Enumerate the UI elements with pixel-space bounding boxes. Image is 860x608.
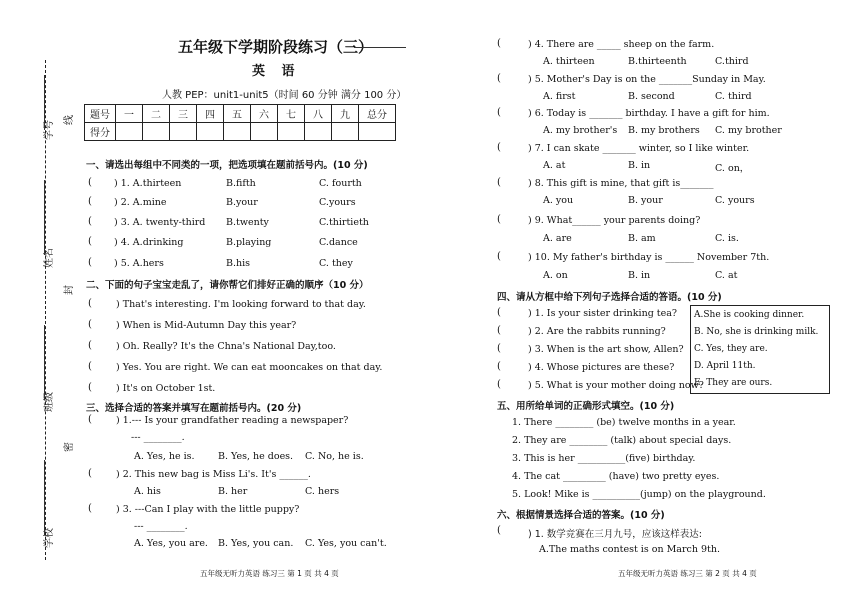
answer-paren[interactable]: (	[88, 319, 92, 330]
score-table	[84, 104, 396, 141]
option-c: C. is.	[715, 233, 739, 244]
option-a: A. my brother's	[543, 125, 618, 136]
fill-blank-item: 1. There ________ (be) twelve months in a year.	[512, 417, 736, 428]
answer-paren[interactable]: (	[88, 382, 92, 393]
answer-paren[interactable]: (	[88, 340, 92, 351]
question-text: ) 5. What is your mother doing now?	[528, 380, 704, 391]
fill-blank-item: 4. The cat _________ (have) two pretty eyes.	[512, 471, 720, 482]
option-c: C. they	[319, 258, 353, 269]
answer-paren[interactable]: (	[497, 38, 501, 49]
score-cell[interactable]	[197, 123, 224, 141]
answer-paren[interactable]: (	[497, 251, 501, 262]
question-text: ) 2. This new bag is Miss Li's. It's ______.	[116, 469, 311, 480]
option-b: B. Yes, he does.	[218, 451, 294, 462]
sentence-text: ) Yes. You are right. We can eat mooncakes on that day.	[116, 362, 383, 373]
margin-mark-feng: 封	[64, 285, 75, 295]
answer-paren[interactable]: (	[88, 196, 92, 207]
box-option-e: E. They are ours.	[694, 378, 773, 388]
box-option-b: B. No, she is drinking milk.	[694, 327, 819, 337]
sentence-text: ) Oh. Really? It's the Chna's National Day,too.	[116, 341, 336, 352]
answer-paren[interactable]: (	[88, 468, 92, 479]
option-c: C.thirtieth	[319, 217, 369, 228]
question-text: ) 4. A.drinking	[114, 237, 184, 248]
section-6-title: 六、根据情景选择合适的答案。(10 分)	[497, 510, 665, 521]
footer-left: 五年级无听力英语 练习三 第 1 页 共 4 页	[200, 569, 339, 578]
table-cell: 总分	[359, 105, 396, 123]
option-c: C. hers	[305, 486, 340, 497]
answer-paren[interactable]: (	[497, 107, 501, 118]
option-b: B. in	[628, 270, 651, 281]
answer-paren[interactable]: (	[88, 257, 92, 268]
option-a: A. Yes, you are.	[134, 538, 208, 549]
question-text: ) 3. ---Can I play with the little puppy?	[116, 504, 300, 515]
table-cell: 五	[224, 105, 251, 123]
option-b: B. her	[218, 486, 248, 497]
margin-label-banji: 班级	[44, 392, 55, 412]
answer-paren[interactable]: (	[497, 525, 501, 536]
question-text: ) 5. Mother's Day is on the _______Sunday in May.	[528, 74, 766, 85]
box-option-a: A.She is cooking dinner.	[694, 310, 805, 320]
option-b: B. your	[628, 195, 663, 206]
answer-paren[interactable]: (	[497, 214, 501, 225]
option-a: A. thirteen	[543, 56, 595, 67]
answer-paren[interactable]: (	[497, 307, 501, 318]
question-text: ) 1. A.thirteen	[114, 178, 182, 189]
answer-paren[interactable]: (	[88, 361, 92, 372]
margin-mark-xian: 线	[64, 115, 75, 125]
table-cell: 二	[143, 105, 170, 123]
option-c: C. my brother	[715, 125, 782, 136]
section-1-title: 一、请选出每组中不同类的一项，把选项填在题前括号内。(10 分)	[86, 160, 368, 171]
question-text: ) 7. I can skate _______ winter, so I like winter.	[528, 143, 750, 154]
option-b: B.fifth	[226, 178, 256, 189]
option-a: A.The maths contest is on March 9th.	[539, 544, 720, 555]
table-cell: 一	[116, 105, 143, 123]
option-b: B.his	[226, 258, 251, 269]
option-b: B.playing	[226, 237, 272, 248]
option-a: A. Yes, he is.	[134, 451, 195, 462]
option-c: C. at	[715, 270, 738, 281]
answer-paren[interactable]: (	[497, 325, 501, 336]
option-a: A. at	[543, 160, 566, 171]
option-c: C.dance	[319, 237, 358, 248]
option-c: C. fourth	[319, 178, 362, 189]
question-text: ) 3. A. twenty-third	[114, 217, 206, 228]
table-cell: 三	[170, 105, 197, 123]
option-b: B.your	[226, 197, 258, 208]
box-option-c: C. Yes, they are.	[694, 344, 768, 354]
margin-mark-mi: 密	[64, 442, 75, 452]
score-cell[interactable]	[116, 123, 143, 141]
title-underline	[354, 47, 406, 48]
margin-label-xuexiao: 学校	[44, 528, 55, 548]
answer-paren[interactable]: (	[88, 236, 92, 247]
answer-paren[interactable]: (	[88, 503, 92, 514]
box-option-d: D. April 11th.	[694, 361, 756, 371]
score-cell[interactable]	[278, 123, 305, 141]
score-cell[interactable]	[170, 123, 197, 141]
exam-title: 五年级下学期阶段练习（三）	[178, 38, 374, 56]
option-b: B. in	[628, 160, 651, 171]
option-c: C. yours	[715, 195, 755, 206]
table-cell: 得分	[85, 123, 116, 141]
section-3-title: 三、选择合适的答案并填写在题前括号内。(20 分)	[86, 403, 302, 414]
option-c: C. No, he is.	[305, 451, 364, 462]
option-c: C. Yes, you can't.	[305, 538, 387, 549]
option-a: A. are	[543, 233, 572, 244]
sentence-text: ) It's on October 1st.	[116, 383, 216, 394]
answer-paren[interactable]: (	[88, 216, 92, 227]
score-cell[interactable]	[224, 123, 251, 141]
question-text: ) 5. A.hers	[114, 258, 164, 269]
question-text: ) 10. My father's birthday is ______ November 7th.	[528, 252, 770, 263]
answer-paren[interactable]: (	[497, 73, 501, 84]
table-cell: 八	[305, 105, 332, 123]
option-b: B. am	[628, 233, 656, 244]
table-cell: 九	[332, 105, 359, 123]
xuehao-fill-line	[44, 75, 45, 130]
table-cell: 七	[278, 105, 305, 123]
option-c: C. on，	[715, 163, 750, 174]
score-table-header-row	[85, 105, 396, 123]
table-cell: 六	[251, 105, 278, 123]
exam-meta: 人教 PEP：unit1-unit5（时间 60 分钟 满分 100 分）	[162, 90, 407, 101]
option-b: B.thirteenth	[628, 56, 687, 67]
option-c: C.third	[715, 56, 749, 67]
question-text: ) 1. Is your sister drinking tea?	[528, 308, 678, 319]
answer-paren[interactable]: (	[88, 177, 92, 188]
xingming-fill-line	[44, 180, 45, 255]
answer-options-box	[690, 305, 830, 394]
score-table-score-row	[85, 123, 396, 141]
answer-paren[interactable]: (	[88, 414, 92, 425]
option-c: C. third	[715, 91, 752, 102]
answer-paren[interactable]: (	[88, 298, 92, 309]
fill-blank-item: 2. They are ________ (talk) about special days.	[512, 435, 732, 446]
section-2-title: 二、下面的句子宝宝走乱了，请你帮它们排好正确的顺序（10 分）	[86, 280, 369, 291]
score-cell[interactable]	[305, 123, 332, 141]
score-cell[interactable]	[251, 123, 278, 141]
answer-blank: --- ________.	[131, 432, 185, 443]
section-5-title: 五、用所给单词的正确形式填空。(10 分)	[497, 401, 675, 412]
fill-blank-item: 5. Look! Mike is __________(jump) on the playground.	[512, 489, 766, 500]
question-text: ) 2. A.mine	[114, 197, 167, 208]
question-text: ) 4. Whose pictures are these?	[528, 362, 675, 373]
xuexiao-fill-line	[44, 460, 45, 535]
section-4-title: 四、请从方框中给下列句子选择合适的答语。(10 分)	[497, 292, 722, 303]
question-text: ) 9. What______ your parents doing?	[528, 215, 701, 226]
table-cell: 题号	[85, 105, 116, 123]
score-cell[interactable]	[332, 123, 359, 141]
answer-paren[interactable]: (	[497, 379, 501, 390]
fill-blank-item: 3. This is her __________(five) birthday.	[512, 453, 696, 464]
option-a: A. on	[543, 270, 568, 281]
option-a: A. first	[543, 91, 576, 102]
question-text: ) 2. Are the rabbits running?	[528, 326, 666, 337]
option-b: B. Yes, you can.	[218, 538, 294, 549]
exam-subject: 英 语	[252, 64, 301, 79]
answer-paren[interactable]: (	[497, 361, 501, 372]
score-cell[interactable]	[143, 123, 170, 141]
question-text: ) 1. 数学竞赛在三月九号，应该这样表达:	[528, 529, 703, 540]
option-a: A. you	[543, 195, 574, 206]
option-b: B. second	[628, 91, 675, 102]
question-text: ) 8. This gift is mine, that gift is_______	[528, 178, 714, 189]
question-text: ) 4. There are _____ sheep on the farm.	[528, 39, 715, 50]
option-b: B. my brothers	[628, 125, 700, 136]
question-text: ) 1.--- Is your grandfather reading a newspaper?	[116, 415, 349, 426]
margin-label-xuehao: 学号	[44, 120, 55, 140]
footer-right: 五年级无听力英语 练习三 第 2 页 共 4 页	[618, 569, 757, 578]
table-cell: 四	[197, 105, 224, 123]
sentence-text: ) That's interesting. I'm looking forward to that day.	[116, 299, 366, 310]
answer-paren[interactable]: (	[497, 142, 501, 153]
answer-blank: --- ________.	[134, 521, 188, 532]
sentence-text: ) When is Mid-Autumn Day this year?	[116, 320, 297, 331]
option-c: C.yours	[319, 197, 356, 208]
question-text: ) 3. When is the art show, Allen?	[528, 344, 684, 355]
option-a: A. his	[134, 486, 161, 497]
option-b: B.twenty	[226, 217, 269, 228]
answer-paren[interactable]: (	[497, 343, 501, 354]
answer-paren[interactable]: (	[497, 177, 501, 188]
banji-fill-line	[44, 325, 45, 400]
score-cell[interactable]	[359, 123, 396, 141]
margin-label-xingming: 姓名	[44, 248, 55, 268]
question-text: ) 6. Today is _______ birthday. I have a gift for him.	[528, 108, 770, 119]
